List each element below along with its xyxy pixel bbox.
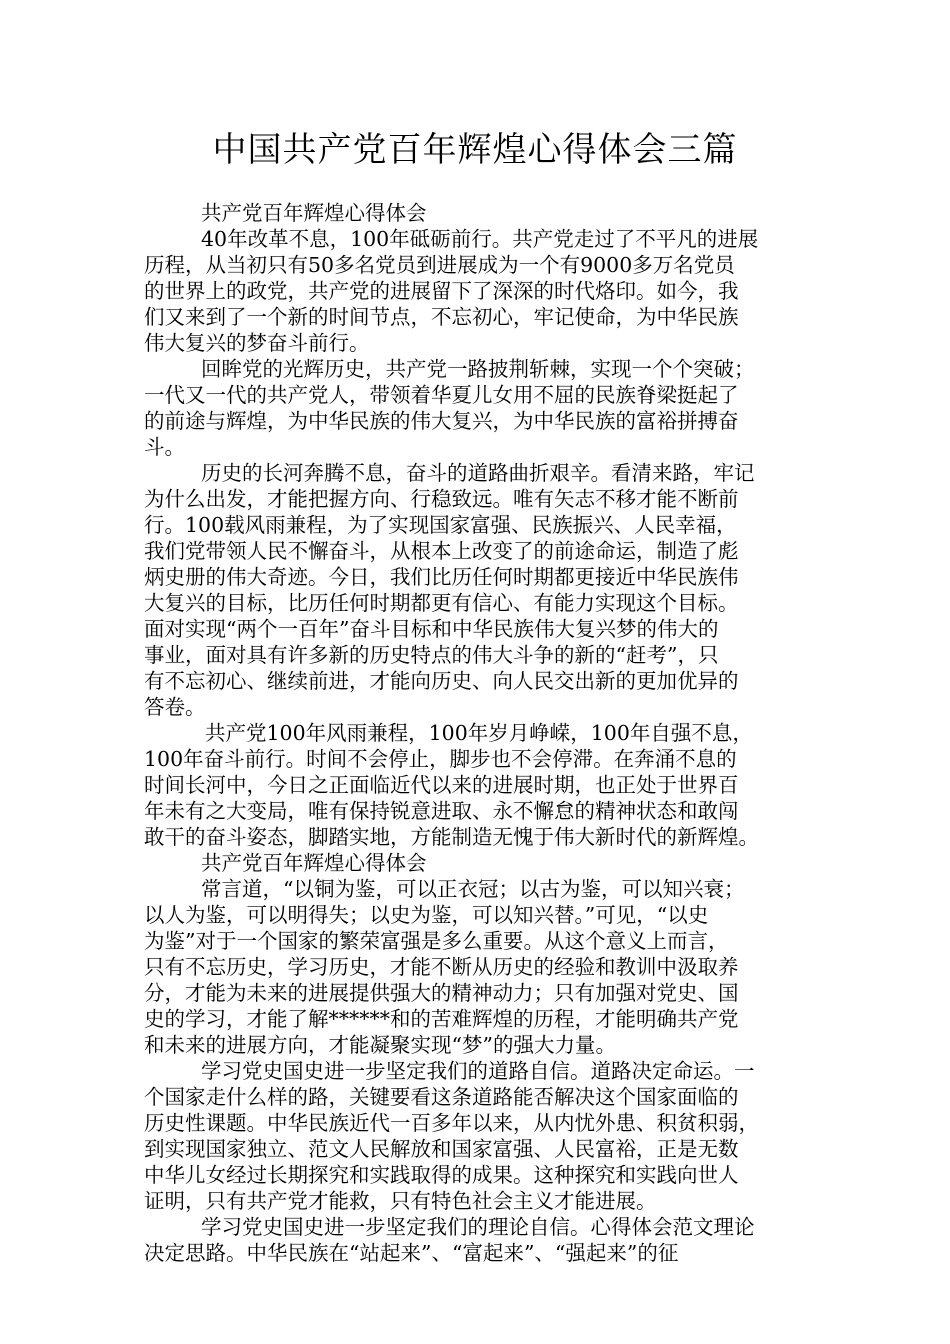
paragraph-line: 和未来的进展方向，才能凝聚实现“梦”的强大力量。 (144, 1033, 616, 1057)
paragraph-line: 学习党史国史进一步坚定我们的理论自信。心得体会范文理论 (201, 1215, 755, 1239)
paragraph-line: 伟大复兴的梦奋斗前行。 (144, 331, 370, 355)
paragraph-line: 大复兴的目标，比历任何时期都更有信心、有能力实现这个目标。 (144, 591, 739, 615)
paragraph-line: 年未有之大变局，唯有保持锐意进取、永不懈怠的精神状态和敢闯 (144, 799, 739, 823)
document-title: 中国共产党百年辉煌心得体会三篇 (212, 130, 738, 170)
paragraph-line: 历史的长河奔腾不息，奋斗的道路曲折艰辛。看清来路，牢记 (201, 461, 755, 485)
paragraph-line: 敢干的奋斗姿态，脚踏实地，方能制造无愧于伟大新时代的新辉煌。 (144, 825, 759, 849)
document-body (144, 200, 808, 1266)
paragraph-line: 中华儿女经过长期探究和实践取得的成果。这种探究和实践向世人 (144, 1163, 739, 1187)
paragraph-line: 历程，从当初只有50多名党员到进展成为一个有9000多万名党员 (144, 253, 735, 277)
paragraph-line: 共产党100年风雨兼程，100年岁月峥嵘，100年自强不息， (205, 721, 753, 745)
paragraph-line: 个国家走什么样的路，关键要看这条道路能否解决这个国家面临的 (144, 1085, 739, 1109)
paragraph-line: 行。100载风雨兼程，为了实现国家富强、民族振兴、人民幸福， (144, 513, 737, 537)
paragraph-line: 为什么出发，才能把握方向、行稳致远。唯有矢志不移才能不断前 (144, 487, 739, 511)
paragraph-line: 100年奋斗前行。时间不会停止，脚步也不会停滞。在奔涌不息的 (144, 747, 737, 771)
paragraph-line: 斗。 (144, 435, 185, 459)
paragraph-line: 以人为鉴，可以明得失；以史为鉴，可以知兴替。”可见，“以史 (144, 903, 709, 927)
section-heading: 共产党百年辉煌心得体会 (201, 201, 427, 225)
paragraph-line: 回眸党的光辉历史，共产党一路披荆斩棘，实现一个个突破； (201, 357, 755, 381)
paragraph-line: 们又来到了一个新的时间节点，不忘初心，牢记使命，为中华民族 (144, 305, 739, 329)
paragraph-line: 40年改革不息，100年砥砺前行。共产党走过了不平凡的进展 (201, 227, 759, 251)
paragraph-line: 我们党带领人民不懈奋斗，从根本上改变了的前途命运，制造了彪 (144, 539, 739, 563)
paragraph-line: 面对实现“两个一百年”奋斗目标和中华民族伟大复兴梦的伟大的 (144, 617, 719, 641)
section-heading: 共产党百年辉煌心得体会 (201, 851, 427, 875)
paragraph-line: 为鉴”对于一个国家的繁荣富强是多么重要。从这个意义上而言， (144, 929, 729, 953)
paragraph-line: 答卷。 (144, 695, 206, 719)
paragraph-line: 学习党史国史进一步坚定我们的道路自信。道路决定命运。一 (201, 1059, 755, 1083)
paragraph-line: 的世界上的政党，共产党的进展留下了深深的时代烙印。如今，我 (144, 279, 739, 303)
paragraph-line: 一代又一代的共产党人，带领着华夏儿女用不屈的民族脊梁挺起了 (144, 383, 739, 407)
paragraph-line: 只有不忘历史，学习历史，才能不断从历史的经验和教训中汲取养 (144, 955, 739, 979)
paragraph-line: 到实现国家独立、范文人民解放和国家富强、人民富裕，正是无数 (144, 1137, 739, 1161)
paragraph-line: 炳史册的伟大奇迹。今日，我们比历任何时期都更接近中华民族伟 (144, 565, 739, 589)
paragraph-line: 历史性课题。中华民族近代一百多年以来，从内忧外患、积贫积弱， (144, 1111, 759, 1135)
paragraph-line: 常言道，“以铜为鉴，可以正衣冠；以古为鉴，可以知兴衰； (201, 877, 745, 901)
paragraph-line: 分，才能为未来的进展提供强大的精神动力；只有加强对党史、国 (144, 981, 739, 1005)
paragraph-line: 有不忘初心、继续前进，才能向历史、向人民交出新的更加优异的 (144, 669, 739, 693)
paragraph-line: 时间长河中，今日之正面临近代以来的进展时期，也正处于世界百 (144, 773, 739, 797)
paragraph-line: 的前途与辉煌，为中华民族的伟大复兴，为中华民族的富裕拼搏奋 (144, 409, 739, 433)
paragraph-line: 事业，面对具有许多新的历史特点的伟大斗争的新的“赶考”，只 (144, 643, 719, 667)
paragraph-line: 决定思路。中华民族在“站起来”、“富起来”、“强起来”的征 (144, 1241, 679, 1265)
paragraph-line: 史的学习，才能了解******和的苦难辉煌的历程，才能明确共产党 (144, 1007, 739, 1031)
paragraph-line: 证明，只有共产党才能救，只有特色社会主义才能进展。 (144, 1189, 657, 1213)
